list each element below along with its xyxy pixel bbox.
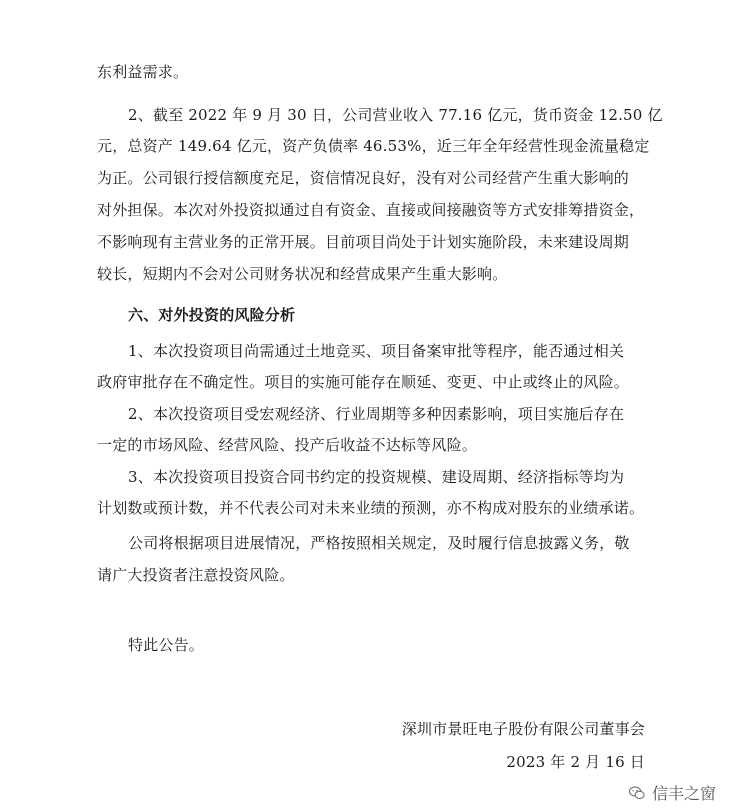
paragraph-line: 不影响现有主营业务的正常开展。目前项目尚处于计划实施阶段，未来建设周期 [97, 233, 630, 251]
paragraph-line: 2、截至 2022 年 9 月 30 日，公司营业收入 77.16 亿元，货币资金 12.50 亿 [128, 106, 663, 124]
paragraph-line: 3、本次投资项目投资合同书约定的投资规模、建设周期、经济指标等均为 [128, 468, 625, 486]
paragraph-line: 公司将根据项目进展情况，严格按照相关规定，及时履行信息披露义务，敬 [128, 534, 630, 552]
wechat-icon [628, 784, 646, 802]
signature-company: 深圳市景旺电子股份有限公司董事会 [401, 720, 645, 738]
paragraph-line: 对外担保。本次对外投资拟通过自有资金、直接或间接融资等方式安排筹措资金， [97, 201, 645, 219]
watermark-text: 信丰之窗 [651, 784, 716, 803]
paragraph-line: 元，总资产 149.64 亿元，资产负债率 46.53%，近三年全年经营性现金流量稳定 [97, 137, 650, 155]
paragraph-line: 1、本次投资项目尚需通过土地竞买、项目备案审批等程序，能否通过相关 [128, 342, 625, 360]
signature-date: 2023 年 2 月 16 日 [506, 753, 645, 771]
paragraph-line: 政府审批存在不确定性。项目的实施可能存在顺延、变更、中止或终止的风险。 [97, 373, 630, 391]
paragraph-line: 一定的市场风险、经营风险、投产后收益不达标等风险。 [97, 436, 478, 454]
paragraph-line: 东利益需求。 [97, 63, 189, 81]
paragraph-line: 计划数或预计数，并不代表公司对未来业绩的预测，亦不构成对股东的业绩承诺。 [97, 499, 645, 517]
paragraph-line: 2、本次投资项目受宏观经济、行业周期等多种因素影响，项目实施后存在 [128, 405, 625, 423]
section-heading: 六、对外投资的风险分析 [128, 306, 296, 324]
closing-line: 特此公告。 [128, 636, 205, 654]
paragraph-line: 为正。公司银行授信额度充足，资信情况良好，没有对公司经营产生重大影响的 [97, 169, 630, 187]
paragraph-line: 请广大投资者注意投资风险。 [97, 566, 295, 584]
watermark [628, 781, 716, 804]
paragraph-line: 较长，短期内不会对公司财务状况和经营成果产生重大影响。 [97, 265, 508, 283]
